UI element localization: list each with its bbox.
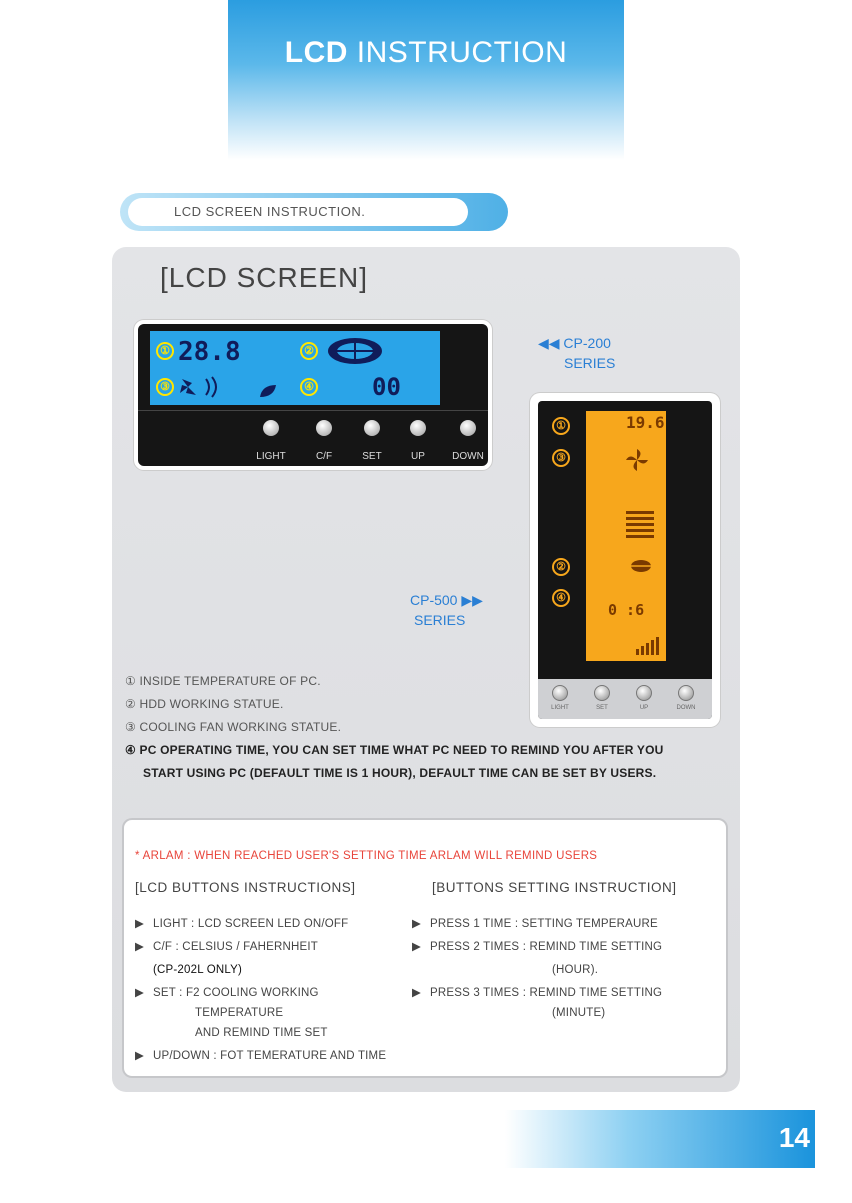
list-item-continued: (MINUTE): [552, 1007, 606, 1019]
cp200-device-image: [134, 320, 492, 470]
panel-title: [LCD SCREEN]: [160, 262, 369, 293]
buttons-instructions-list: [135, 913, 386, 1068]
up-button-label: UP: [639, 705, 649, 711]
fan-icon: [624, 447, 650, 473]
note-item-continued: START USING PC (DEFAULT TIME IS 1 HOUR), DEFAULT TIME CAN BE SET BY USERS.: [143, 766, 657, 780]
down-button-label: DOWN: [452, 451, 484, 462]
set-button-label: SET: [362, 451, 382, 462]
cf-button-label: C/F: [315, 451, 333, 462]
list-item-continued: AND REMIND TIME SET: [195, 1027, 328, 1039]
page-title: LCD INSTRUCTION: [284, 36, 568, 69]
marker-4: ④: [300, 378, 318, 396]
note-item: ① INSIDE TEMPERATURE OF PC.: [125, 674, 321, 688]
cp500-temp-readout: 19.6: [626, 413, 665, 432]
buttons-setting-list: [412, 913, 662, 1022]
list-item-continued: (HOUR).: [552, 964, 599, 976]
bullet-arrow-icon: ▶: [412, 941, 422, 953]
up-button-label: UP: [411, 451, 425, 462]
lcd-notes: [125, 670, 663, 785]
divider: [138, 410, 488, 411]
note-item: ④ PC OPERATING TIME, YOU CAN SET TIME WHAT PC NEED TO REMIND YOU AFTER YOU: [125, 743, 664, 757]
cp500-time-readout: 0 :6: [608, 601, 645, 619]
cf-button[interactable]: [316, 420, 332, 436]
buttons-instructions-heading: [LCD BUTTONS INSTRUCTIONS]: [135, 880, 356, 895]
alarm-note: * ARLAM : WHEN REACHED USER'S SETTING TIME ARLAM WILL REMIND USERS: [135, 850, 598, 862]
list-item: ▶ UP/DOWN : FOT TEMERATURE AND TIME: [135, 1045, 386, 1068]
section-heading-label: LCD SCREEN INSTRUCTION.: [128, 198, 468, 226]
list-item: ▶ PRESS 2 TIMES : REMIND TIME SETTING: [412, 936, 662, 959]
cp200-temp-readout: 28.8: [178, 337, 241, 367]
marker-4: ④: [552, 589, 570, 607]
marker-1: ①: [552, 417, 570, 435]
bullet-arrow-icon: ▶: [135, 987, 145, 999]
list-item: ▶ C/F : CELSIUS / FAHERNHEIT: [135, 936, 386, 959]
page-number: 14: [778, 1122, 810, 1153]
down-button-label: DOWN: [676, 705, 696, 711]
buttons-setting-heading: [BUTTONS SETTING INSTRUCTION]: [432, 880, 677, 895]
list-item-continued: (CP-202L ONLY): [153, 964, 243, 976]
list-item: ▶ PRESS 1 TIME : SETTING TEMPERAURE: [412, 913, 662, 936]
bullet-arrow-icon: ▶: [135, 1050, 145, 1062]
set-button-label: SET: [596, 705, 608, 711]
marker-3: ③: [156, 378, 174, 396]
page-number-bar: [505, 1110, 815, 1168]
bullet-arrow-icon: ▶: [412, 987, 422, 999]
marker-2: ②: [300, 342, 318, 360]
set-button[interactable]: [364, 420, 380, 436]
section-heading: [120, 193, 508, 231]
cp200-lcd-screen: [150, 331, 440, 405]
list-item: ▶ LIGHT : LCD SCREEN LED ON/OFF: [135, 913, 386, 936]
marker-1: ①: [156, 342, 174, 360]
cp500-lcd-screen: [586, 411, 666, 661]
bullet-arrow-icon: ▶: [135, 941, 145, 953]
light-button-label: LIGHT: [551, 705, 569, 711]
bullet-arrow-icon: ▶: [135, 918, 145, 930]
light-button[interactable]: [263, 420, 279, 436]
cp200-series-label: ◀◀ CP-200 SERIES: [538, 335, 616, 371]
list-item: ▶ SET : F2 COOLING WORKING: [135, 982, 386, 1005]
light-button-label: LIGHT: [256, 451, 286, 462]
marker-2: ②: [552, 558, 570, 576]
down-button[interactable]: [460, 420, 476, 436]
list-item: ▶ PRESS 3 TIMES : REMIND TIME SETTING: [412, 982, 662, 1005]
hdd-icon: [630, 559, 652, 573]
list-item-continued: TEMPERATURE: [195, 1007, 284, 1019]
title-banner: [228, 0, 624, 160]
fan-icon: [178, 375, 228, 399]
note-item: ③ COOLING FAN WORKING STATUE.: [125, 720, 342, 734]
hdd-icon: [326, 336, 384, 366]
cp200-time-readout: 00: [372, 373, 401, 401]
leaf-icon: [258, 383, 278, 399]
down-button[interactable]: [678, 685, 694, 701]
cp500-series-label: CP-500 ▶▶ SERIES: [410, 592, 483, 628]
level-bars-icon: [626, 511, 654, 539]
signal-bars-icon: [636, 637, 660, 655]
note-item: ② HDD WORKING STATUE.: [125, 697, 284, 711]
marker-3: ③: [552, 449, 570, 467]
bullet-arrow-icon: ▶: [412, 918, 422, 930]
up-button[interactable]: [410, 420, 426, 436]
